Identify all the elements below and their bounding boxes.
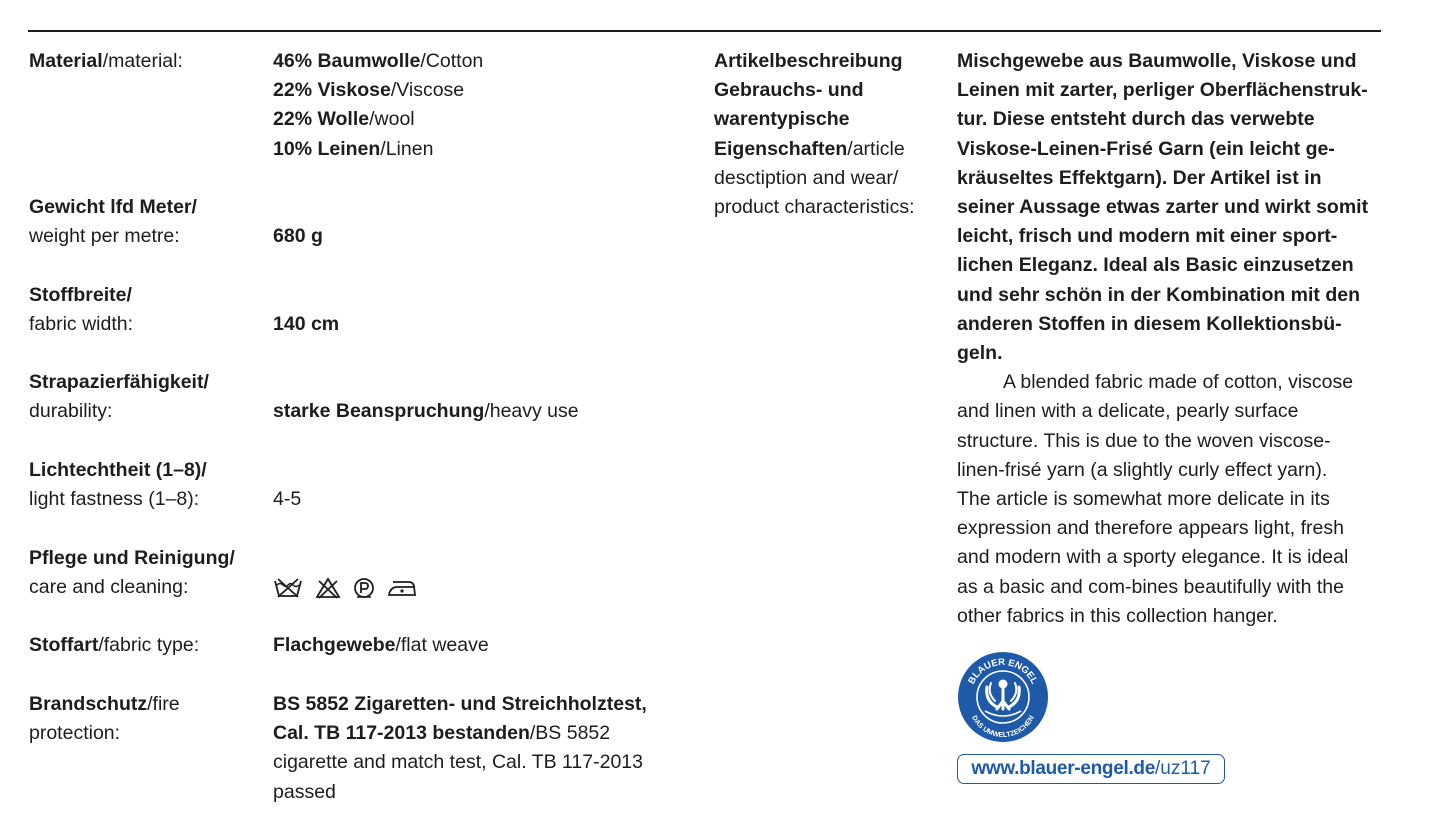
description-english: A blended fabric made of cotton, viscose and linen with a delicate, pearly surface structure. This is due to the woven viscose- linen-frisé yarn (a slightly curly effect yarn). The article is somewhat more delicate in its expression and therefore appears light, fresh and modern with a sporty elegance. It is ideal as a basic and com-bines beautifully with the other fabrics in this collection hanger. (957, 371, 1354, 627)
spec-value: BS 5852 Zigaretten- und Streichholztest, Cal. TB 117-2013 bestanden/BS 5852 cigarette and match test, Cal. TB 117-2013 passed (273, 693, 647, 803)
logo-top-text: BLAUER ENGEL (966, 656, 1040, 687)
spec-label: Strapazierfähigkeit/ durability: (29, 371, 209, 423)
description-label: Artikelbeschreibung Gebrauchs- und warentypische Eigenschaften/article desctiption and wear/ product characteristics: (714, 50, 915, 219)
spec-label: Gewicht lfd Meter/ weight per metre: (29, 196, 197, 248)
no-bleach-icon (315, 577, 341, 599)
top-rule (28, 30, 1381, 32)
blauer-engel-url[interactable] (957, 754, 1225, 784)
spec-value: 4-5 (273, 488, 302, 510)
spec-value: Flachgewebe/flat weave (273, 634, 489, 656)
spec-label: Stoffart/fabric type: (29, 634, 200, 656)
spec-label: Stoffbreite/ fabric width: (29, 284, 134, 336)
dry-clean-p-icon (353, 577, 375, 599)
url-domain: www.blauer-engel.de (971, 758, 1155, 779)
no-wash-icon (273, 577, 303, 599)
spec-value: 140 cm (273, 313, 340, 335)
logo-bottom-text: DAS UMWELTZEICHEN (970, 714, 1036, 740)
spec-value: 680 g (273, 225, 323, 247)
description-text (957, 47, 1397, 631)
spec-value: 46% Baumwolle/Cotton 22% Viskose/Viscose 22% Wolle/wool 10% Leinen/Linen (273, 50, 484, 160)
low-iron-icon (387, 577, 417, 599)
url-path: /uz117 (1155, 758, 1211, 779)
description-german: Mischgewebe aus Baumwolle, Viskose und Leinen mit zarter, perliger Oberflächenstruk- tur. Diese entsteht durch das verwebte Viskose-Leinen-Frisé Garn (ein leicht ge- kräuseltes Effektgarn). Der Artikel ist in seiner Aussage etwas zarter und wirkt somit leicht, frisch und modern mit einer sport- lichen Eleganz. Ideal als Basic einzusetzen und sehr schön in der Kombination mit den anderen Stoffen in diesem Kollektionsbü- geln. (957, 50, 1369, 365)
blauer-engel-logo (957, 651, 1049, 743)
spec-value: starke Beanspruchung/heavy use (273, 400, 579, 422)
spec-label: Pflege und Reinigung/ care and cleaning: (29, 547, 235, 599)
spec-label: Brandschutz/fire protection: (29, 693, 180, 745)
spec-label: Lichtechtheit (1–8)/ light fastness (1–8): (29, 459, 207, 511)
spec-label: Material/material: (29, 50, 183, 72)
care-symbols (273, 573, 693, 602)
